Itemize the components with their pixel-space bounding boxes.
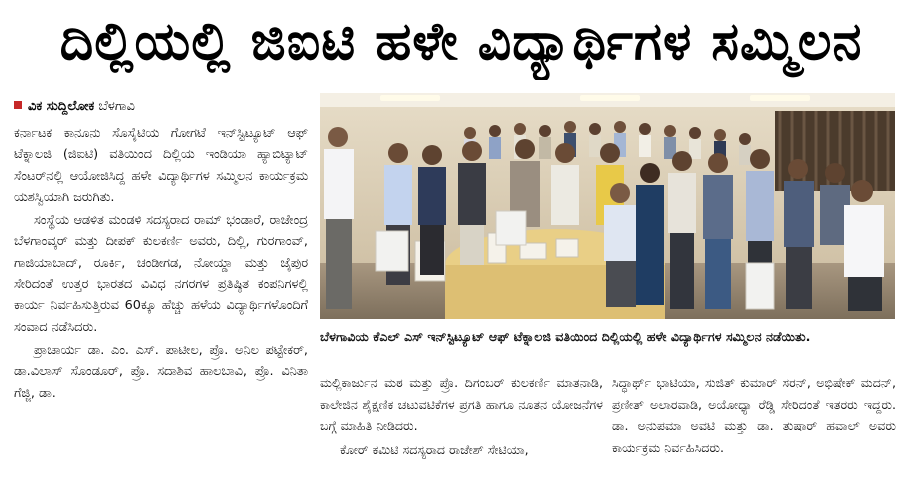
group-photo xyxy=(320,93,895,319)
left-column xyxy=(14,97,308,406)
middle-column xyxy=(320,372,603,462)
right-paragraph-1: ಸಿದ್ಧಾರ್ಥ್ ಭಾಟಿಯಾ, ಸುಜಿತ್ ಕುಮಾರ್ ಸರನ್, ಅಭಿಷೇಕ್ ಮದನ್, ಪ್ರಣೀತ್ ಅಲಾರವಾಡಿ, ಅಯೋಧ್ಯಾ ರೆಡ್ಡಿ ಸೇರಿದಂತೆ ಇತರರು ಇದ್ದರು. ಡಾ. ಅನುಪಮಾ ಅವಟಿ ಮತ್ತು ಡಾ. ತುಷಾರ್ ಹವಾಲ್ ಅವರು ಕಾರ್ಯಕ್ರಮ ನಿರ್ವಹಿಸಿದರು. xyxy=(612,375,896,455)
byline xyxy=(14,97,308,117)
byline-place: ಬೆಳಗಾವಿ xyxy=(98,99,135,114)
group-photo-illustration xyxy=(320,93,895,319)
headline: ದಿಲ್ಲಿಯಲ್ಲಿ ಜಿಐಟಿ ಹಳೇ ವಿದ್ಯಾರ್ಥಿಗಳ ಸಮ್ಮಿಲನ xyxy=(59,12,863,72)
right-column xyxy=(612,372,896,460)
byline-source: ವಿಕ ಸುದ್ದಿಲೋಕ xyxy=(28,99,95,114)
left-paragraph-3: ಪ್ರಾಚಾರ್ಯ ಡಾ. ಎಂ. ಎಸ್. ಪಾಟೀಲ, ಪ್ರೊ. ಅನಿಲ ಪಟ್ಟೇಕರ್, ಡಾ.ವಿಲಾಸ್ ಸೊಂಡೂರ್, ಪ್ರೊ. ಸದಾಶಿವ ಹಾಲಬಾವಿ, ಪ್ರೊ. ವಿನಿತಾ ಗೆಜ್ಜಿ, ಡಾ. xyxy=(14,342,308,401)
photo-caption: ಬೆಳಗಾವಿಯ ಕೆಎಲ್ ಎಸ್ ಇನ್‌ಸ್ಟಿಟ್ಯೂಟ್ ಆಫ್ ಟೆಕ್ನಾಲಜಿ ವತಿಯಿಂದ ದಿಲ್ಲಿಯಲ್ಲಿ ಹಳೇ ವಿದ್ಯಾರ್ಥಿಗಳ ಸಮ್ಮಿಲನ ನಡೆಯಿತು. xyxy=(320,329,811,344)
left-paragraph-1: ಕರ್ನಾಟಕ ಕಾನೂನು ಸೊಸೈಟಿಯ ಗೋಗಟೆ ಇನ್‌ಸ್ಟಿಟ್ಯೂಟ್ ಆಫ್ ಟೆಕ್ನಾಲಜಿ (ಜಿಐಟಿ) ವತಿಯಿಂದ ದಿಲ್ಲಿಯ ಇಂಡಿಯಾ ಹ್ಯಾಬಿಟ್ಯಾಟ್ ಸೆಂಟರ್‌ನಲ್ಲಿ ಆಯೋಜಿಸಿದ್ದ ಹಳೇ ವಿದ್ಯಾರ್ಥಿಗಳ ಸಮ್ಮಿಲನ ಕಾರ್ಯಕ್ರಮ ಯಶಸ್ವಿಯಾಗಿ ಜರುಗಿತು. xyxy=(14,126,308,205)
left-paragraph-2: ಸಂಸ್ಥೆಯ ಆಡಳಿತ ಮಂಡಳಿ ಸದಸ್ಯರಾದ ರಾಮ್ ಭಂಡಾರೆ, ರಾಜೇಂದ್ರ ಬೆಳಗಾಂವ್ಕರ್ ಮತ್ತು ದೀಪಕ್ ಕುಲಕರ್ಣಿ ಅವರು, ದಿಲ್ಲಿ, ಗುರಗಾಂವ್, ಗಾಜಿಯಾಬಾದ್, ರೂರ್ಕಿ, ಚಂಡೀಗಡ, ನೋಯ್ಡಾ ಮತ್ತು ಜೈಪುರ ಸೇರಿದಂತೆ ಉತ್ತರ ಭಾರತದ ವಿವಿಧ ನಗರಗಳ ಪ್ರತಿಷ್ಠಿತ ಕಂಪನಿಗಳಲ್ಲಿ ಕಾರ್ಯ ನಿರ್ವಹಿಸುತ್ತಿರುವ 60ಕ್ಕೂ ಹೆಚ್ಚು ಹಳೆಯ ವಿದ್ಯಾರ್ಥಿಗಳೊಂದಿಗೆ ಸಂವಾದ ನಡೆಸಿದರು. xyxy=(14,213,308,335)
byline-marker-icon xyxy=(14,101,22,109)
middle-paragraph-1: ಮಲ್ಲಿಕಾರ್ಜುನ ಮಠ ಮತ್ತು ಪ್ರೊ. ದಿಗಂಬರ್ ಕುಲಕರ್ಣಿ ಮಾತನಾಡಿ, ಕಾಲೇಜಿನ ಶೈಕ್ಷಣಿಕ ಚಟುವಟಿಕೆಗಳ ಪ್ರಗತಿ ಹಾಗೂ ನೂತನ ಯೋಜನೆಗಳ ಬಗ್ಗೆ ಮಾಹಿತಿ ನೀಡಿದರು. xyxy=(320,375,603,433)
middle-paragraph-2: ಕೋರ್ ಕಮಿಟಿ ಸದಸ್ಯರಾದ ರಾಜೇಶ್ ಸೇಟಿಯಾ, xyxy=(340,441,529,457)
